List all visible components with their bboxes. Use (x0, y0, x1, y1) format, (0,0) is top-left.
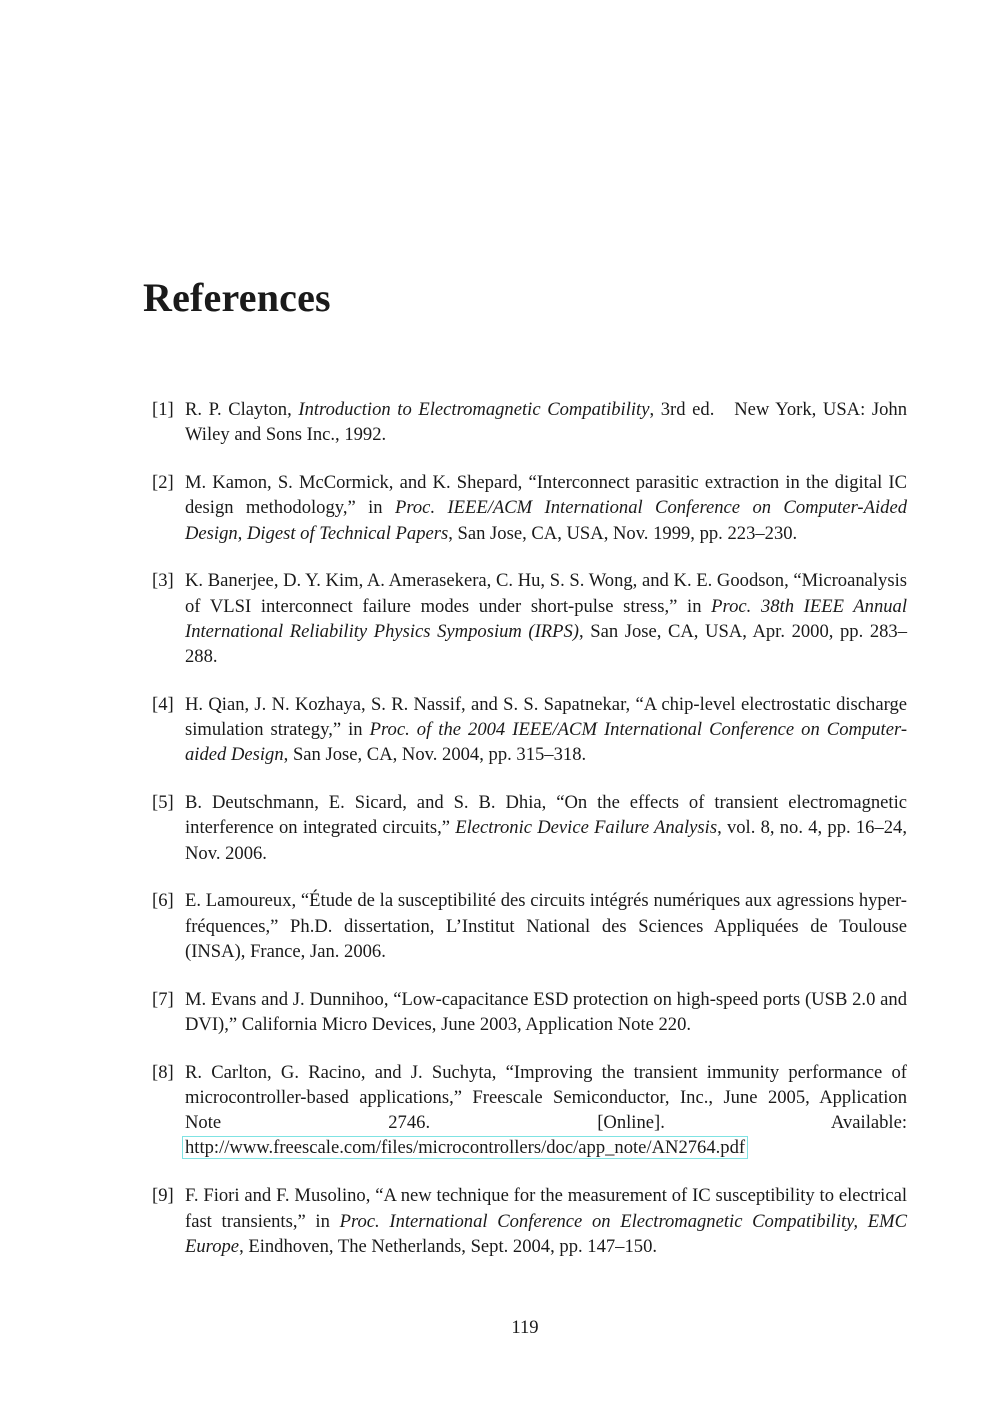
reference-item (150, 1183, 907, 1259)
reference-item (150, 888, 907, 964)
reference-text: B. Deutschmann, E. Sicard, and S. B. Dhia, “On the effects of transient electromagnetic interference on integrated circuits,” Electronic Device Failure Analysis, vol. 8, no. 4, pp. 16–24, Nov. 2006. (185, 792, 908, 864)
reference-item (150, 1060, 907, 1161)
reference-number: [1] (152, 399, 174, 420)
reference-text: M. Kamon, S. McCormick, and K. Shepard, “Interconnect parasitic extraction in the digital IC design methodology,” in Proc. IEEE/ACM International Conference on Computer-Aided Design, Digest of Technical Papers, San Jose, CA, USA, Nov. 1999, pp. 223–230. (185, 472, 907, 544)
reference-text: K. Banerjee, D. Y. Kim, A. Amerasekera, C. Hu, S. S. Wong, and K. E. Goodson, “Microanalysis of VLSI interconnect failure modes under short-pulse stress,” in Proc. 38th IEEE Annual International Reliability Physics Symposium (IRPS), San Jose, CA, USA, Apr. 2000, pp. 283–288. (185, 570, 908, 667)
reference-text: E. Lamoureux, “Étude de la susceptibilité des circuits intégrés numériques aux agressions hyper-fréquences,” Ph.D. dissertation, L’Institut National des Sciences Appliquées de Toulouse (INSA), France, Jan. 2006. (185, 890, 907, 962)
reference-text: H. Qian, J. N. Kozhaya, S. R. Nassif, and S. S. Sapatnekar, “A chip-level electrostatic discharge simulation strategy,” in Proc. of the 2004 IEEE/ACM International Conference on Computer-aided Design, San Jose, CA, Nov. 2004, pp. 315–318. (185, 693, 908, 766)
page-title: References (143, 275, 331, 320)
page-number: 119 (511, 1317, 539, 1338)
reference-list (150, 397, 907, 1282)
reference-url-link[interactable]: http://www.freescale.com/files/microcontrollers/doc/app_note/AN2764.pdf (182, 1136, 748, 1159)
reference-item (150, 568, 907, 669)
reference-item (150, 470, 907, 546)
reference-item (150, 790, 907, 866)
reference-number: [9] (152, 1185, 174, 1207)
reference-number: [7] (152, 988, 174, 1010)
reference-number: [3] (152, 570, 174, 592)
reference-text: R. P. Clayton, Introduction to Electromagnetic Compatibility, 3rd ed. New York, USA: John Wiley and Sons Inc., 1992. (185, 399, 908, 446)
reference-item (150, 987, 907, 1037)
reference-number: [4] (152, 693, 174, 715)
reference-number: [6] (152, 890, 174, 912)
reference-text: F. Fiori and F. Musolino, “A new technique for the measurement of IC susceptibility to electrical fast transients,” in Proc. International Conference on Electromagnetic Compatibility, EMC Europe, Eindhoven, The Netherlands, Sept. 2004, pp. 147–150. (185, 1185, 907, 1257)
reference-number: [2] (152, 472, 174, 494)
reference-text: M. Evans and J. Dunnihoo, “Low-capacitance ESD protection on high-speed ports (USB 2.0 and DVI),” California Micro Devices, June 2003, Application Note 220. (185, 988, 907, 1035)
reference-item (150, 692, 907, 768)
reference-number: [8] (152, 1061, 174, 1083)
reference-text: R. Carlton, G. Racino, and J. Suchyta, “Improving the transient immunity performance of microcontroller-based applications,” Freescale Semiconductor, Inc., June 2005, Application Note 2746. [Online]. Available: http://www.freescale.com/files/microcontrollers/doc/app_note/AN2764.pdf (185, 1060, 907, 1161)
reference-item (150, 397, 907, 447)
reference-number: [5] (152, 792, 174, 814)
